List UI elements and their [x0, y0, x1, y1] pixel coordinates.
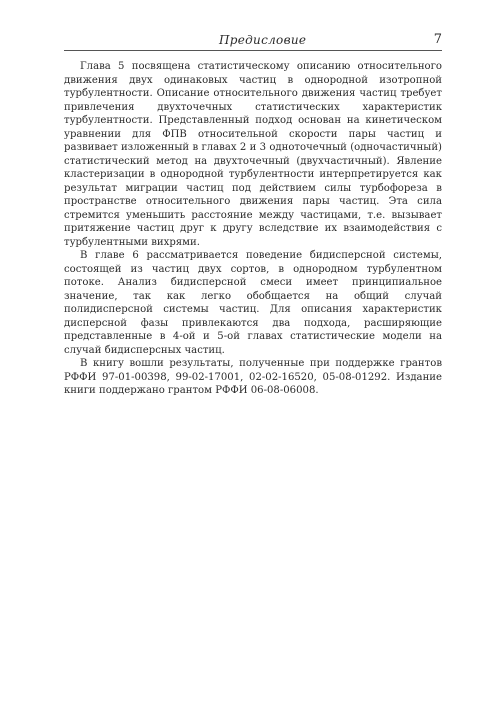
running-header — [64, 30, 442, 51]
page-number: 7 — [433, 32, 442, 47]
paragraph-chapter-6: В главе 6 рассматривается поведение бидисперсной системы, состоящей из частиц двух сортов, в однородном турбулентном потоке. Анализ бидисперсной смеси имеет принципиальное значение, так как легко обобщается на общий случай полидисперсной системы частиц. Для описания характеристик дисперсной фазы привлекаются два подхода, расширяющие представленные в 4-ой и 5-ой главах статистические модели на случай бидисперсных частиц. — [64, 250, 442, 356]
running-title: Предисловие — [219, 33, 307, 47]
paragraph-chapter-5: Глава 5 посвящена статистическому описанию относительного движения двух одинаковых частиц в однородной изотропной турбулентности. Описание относительного движения частиц требует привлечения двухточечных статистических характеристик турбулентности. Представленный подход основан на кинетическом уравнении для ФПВ относительной скорости пары частиц и развивает изложенный в главах 2 и 3 одноточечный (одночастичный) статистический метод на двухточечный (двухчастичный). Явление кластеризации в однородной турбулентности интерпретируется как результат миграции частиц под действием силы турбофореза в пространстве относительного движения пары частиц. Эта сила стремится уменьшить расстояние между частицами, т.е. вызывает притяжение частиц друг к другу вследствие их взаимодействия с турбулентными вихрями. — [64, 61, 442, 248]
body-text — [64, 60, 442, 398]
paragraph-grants: В книгу вошли результаты, полученные при поддержке грантов РФФИ 97-01-00398, 99-02-17001, 02-02-16520, 05-08-01292. Издание книги поддержано грантом РФФИ 06-08-06008. — [64, 358, 442, 396]
